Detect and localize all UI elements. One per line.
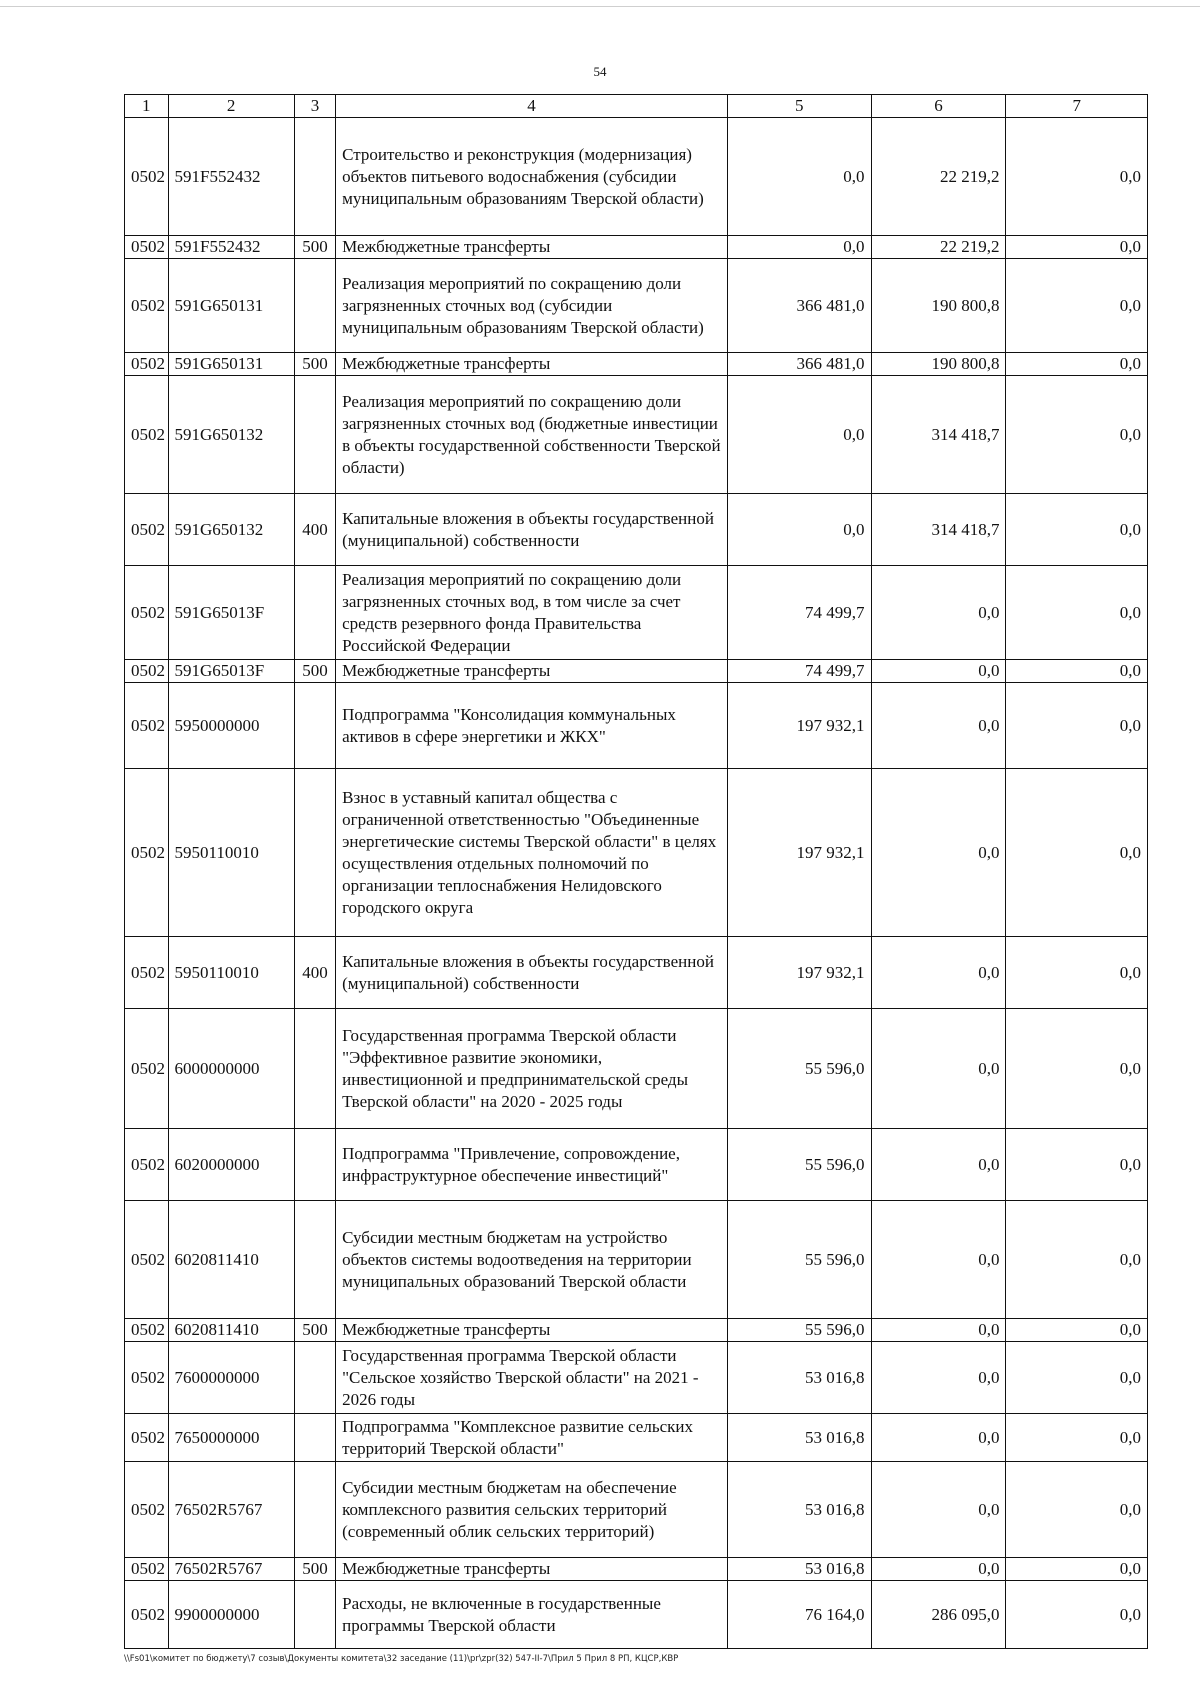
item-description: Государственная программа Тверской области "Сельское хозяйство Тверской области" на 2021 - 2026 годы xyxy=(336,1342,728,1414)
amount-col7: 0,0 xyxy=(1006,566,1148,660)
section-code: 0502 xyxy=(125,1462,169,1558)
header-row xyxy=(125,95,1148,118)
amount-col5: 53 016,8 xyxy=(727,1414,871,1462)
amount-col6: 286 095,0 xyxy=(871,1581,1006,1649)
amount-col7: 0,0 xyxy=(1006,376,1148,494)
amount-col7: 0,0 xyxy=(1006,1558,1148,1581)
expense-type-code xyxy=(294,683,335,769)
item-description: Реализация мероприятий по сокращению доли загрязненных сточных вод (субсидии муниципальным образованиям Тверской области) xyxy=(336,259,728,353)
expense-type-code xyxy=(294,1342,335,1414)
table-row xyxy=(125,1009,1148,1129)
expense-type-code: 500 xyxy=(294,1319,335,1342)
expense-type-code xyxy=(294,1462,335,1558)
table-row xyxy=(125,937,1148,1009)
expense-type-code: 500 xyxy=(294,353,335,376)
section-code: 0502 xyxy=(125,1201,169,1319)
amount-col5: 74 499,7 xyxy=(727,660,871,683)
item-description: Субсидии местным бюджетам на обеспечение комплексного развития сельских территорий (современный облик сельских территорий) xyxy=(336,1462,728,1558)
column-header: 6 xyxy=(871,95,1006,118)
amount-col7: 0,0 xyxy=(1006,236,1148,259)
expense-type-code xyxy=(294,1009,335,1129)
target-article-code: 7650000000 xyxy=(168,1414,294,1462)
section-code: 0502 xyxy=(125,1581,169,1649)
item-description: Подпрограмма "Консолидация коммунальных активов в сфере энергетики и ЖКХ" xyxy=(336,683,728,769)
table-row xyxy=(125,1342,1148,1414)
expense-type-code: 400 xyxy=(294,937,335,1009)
target-article-code: 5950000000 xyxy=(168,683,294,769)
table-row xyxy=(125,1558,1148,1581)
section-code: 0502 xyxy=(125,494,169,566)
target-article-code: 591G650131 xyxy=(168,353,294,376)
amount-col6: 190 800,8 xyxy=(871,353,1006,376)
target-article-code: 591G650131 xyxy=(168,259,294,353)
table-row xyxy=(125,1414,1148,1462)
expense-type-code: 500 xyxy=(294,1558,335,1581)
amount-col5: 74 499,7 xyxy=(727,566,871,660)
column-header: 1 xyxy=(125,95,169,118)
target-article-code: 5950110010 xyxy=(168,769,294,937)
amount-col7: 0,0 xyxy=(1006,1009,1148,1129)
target-article-code: 76502R5767 xyxy=(168,1558,294,1581)
amount-col5: 55 596,0 xyxy=(727,1129,871,1201)
target-article-code: 76502R5767 xyxy=(168,1462,294,1558)
table-row xyxy=(125,1462,1148,1558)
table-row xyxy=(125,259,1148,353)
column-header: 5 xyxy=(727,95,871,118)
expense-type-code xyxy=(294,376,335,494)
amount-col6: 0,0 xyxy=(871,1129,1006,1201)
budget-table xyxy=(124,94,1148,1649)
target-article-code: 591F552432 xyxy=(168,236,294,259)
amount-col6: 0,0 xyxy=(871,1414,1006,1462)
footer-file-path: \\Fs01\комитет по бюджету\7 созыв\Документы комитета\32 заседание (11)\pr\zpr(32) 547-II-7\Прил 5 Прил 8 РП, КЦСР,КВР xyxy=(124,1654,679,1664)
column-header: 7 xyxy=(1006,95,1148,118)
expense-type-code xyxy=(294,1201,335,1319)
table-row xyxy=(125,660,1148,683)
target-article-code: 591G65013F xyxy=(168,566,294,660)
section-code: 0502 xyxy=(125,769,169,937)
amount-col7: 0,0 xyxy=(1006,353,1148,376)
amount-col7: 0,0 xyxy=(1006,118,1148,236)
expense-type-code: 500 xyxy=(294,660,335,683)
amount-col5: 0,0 xyxy=(727,236,871,259)
amount-col6: 190 800,8 xyxy=(871,259,1006,353)
table-row xyxy=(125,769,1148,937)
amount-col5: 53 016,8 xyxy=(727,1462,871,1558)
item-description: Капитальные вложения в объекты государственной (муниципальной) собственности xyxy=(336,494,728,566)
expense-type-code: 400 xyxy=(294,494,335,566)
table-row xyxy=(125,1319,1148,1342)
amount-col6: 0,0 xyxy=(871,1462,1006,1558)
section-code: 0502 xyxy=(125,937,169,1009)
scan-edge-line xyxy=(0,6,1200,7)
item-description: Субсидии местным бюджетам на устройство объектов системы водоотведения на территории муниципальных образований Тверской области xyxy=(336,1201,728,1319)
item-description: Межбюджетные трансферты xyxy=(336,353,728,376)
item-description: Взнос в уставный капитал общества с ограниченной ответственностью "Объединенные энергетические системы Тверской области" в целях осуществления отдельных полномочий по организации теплоснабжения Нелидовского городского округа xyxy=(336,769,728,937)
amount-col7: 0,0 xyxy=(1006,1581,1148,1649)
item-description: Строительство и реконструкция (модернизация) объектов питьевого водоснабжения (субсидии муниципальным образованиям Тверской области) xyxy=(336,118,728,236)
amount-col7: 0,0 xyxy=(1006,1129,1148,1201)
item-description: Государственная программа Тверской области "Эффективное развитие экономики, инвестиционной и предпринимательской среды Тверской области" на 2020 - 2025 годы xyxy=(336,1009,728,1129)
target-article-code: 9900000000 xyxy=(168,1581,294,1649)
amount-col5: 53 016,8 xyxy=(727,1342,871,1414)
item-description: Межбюджетные трансферты xyxy=(336,1558,728,1581)
amount-col7: 0,0 xyxy=(1006,1201,1148,1319)
amount-col6: 314 418,7 xyxy=(871,376,1006,494)
amount-col6: 314 418,7 xyxy=(871,494,1006,566)
expense-type-code xyxy=(294,118,335,236)
item-description: Межбюджетные трансферты xyxy=(336,1319,728,1342)
amount-col7: 0,0 xyxy=(1006,1414,1148,1462)
table-row xyxy=(125,376,1148,494)
table-row xyxy=(125,683,1148,769)
section-code: 0502 xyxy=(125,353,169,376)
amount-col6: 22 219,2 xyxy=(871,118,1006,236)
item-description: Капитальные вложения в объекты государственной (муниципальной) собственности xyxy=(336,937,728,1009)
table-row xyxy=(125,494,1148,566)
section-code: 0502 xyxy=(125,1129,169,1201)
amount-col7: 0,0 xyxy=(1006,1342,1148,1414)
table-row xyxy=(125,1129,1148,1201)
amount-col5: 55 596,0 xyxy=(727,1201,871,1319)
amount-col6: 0,0 xyxy=(871,769,1006,937)
expense-type-code xyxy=(294,1414,335,1462)
table-row xyxy=(125,236,1148,259)
table-row xyxy=(125,1201,1148,1319)
section-code: 0502 xyxy=(125,259,169,353)
table-row xyxy=(125,566,1148,660)
section-code: 0502 xyxy=(125,236,169,259)
expense-type-code xyxy=(294,259,335,353)
amount-col5: 55 596,0 xyxy=(727,1009,871,1129)
section-code: 0502 xyxy=(125,566,169,660)
amount-col7: 0,0 xyxy=(1006,259,1148,353)
expense-type-code xyxy=(294,1129,335,1201)
target-article-code: 5950110010 xyxy=(168,937,294,1009)
amount-col6: 0,0 xyxy=(871,937,1006,1009)
amount-col5: 366 481,0 xyxy=(727,353,871,376)
section-code: 0502 xyxy=(125,1414,169,1462)
target-article-code: 6020811410 xyxy=(168,1201,294,1319)
expense-type-code xyxy=(294,566,335,660)
amount-col6: 0,0 xyxy=(871,1342,1006,1414)
column-header: 4 xyxy=(336,95,728,118)
amount-col5: 0,0 xyxy=(727,118,871,236)
item-description: Расходы, не включенные в государственные программы Тверской области xyxy=(336,1581,728,1649)
section-code: 0502 xyxy=(125,660,169,683)
amount-col6: 22 219,2 xyxy=(871,236,1006,259)
amount-col5: 0,0 xyxy=(727,494,871,566)
page-number: 54 xyxy=(593,64,607,79)
target-article-code: 6020000000 xyxy=(168,1129,294,1201)
section-code: 0502 xyxy=(125,1009,169,1129)
target-article-code: 6000000000 xyxy=(168,1009,294,1129)
target-article-code: 7600000000 xyxy=(168,1342,294,1414)
amount-col6: 0,0 xyxy=(871,1009,1006,1129)
table-row xyxy=(125,1581,1148,1649)
item-description: Межбюджетные трансферты xyxy=(336,236,728,259)
expense-type-code xyxy=(294,769,335,937)
amount-col5: 366 481,0 xyxy=(727,259,871,353)
expense-type-code xyxy=(294,1581,335,1649)
amount-col7: 0,0 xyxy=(1006,769,1148,937)
amount-col5: 76 164,0 xyxy=(727,1581,871,1649)
amount-col6: 0,0 xyxy=(871,683,1006,769)
amount-col7: 0,0 xyxy=(1006,1462,1148,1558)
amount-col5: 197 932,1 xyxy=(727,937,871,1009)
amount-col5: 55 596,0 xyxy=(727,1319,871,1342)
target-article-code: 591G65013F xyxy=(168,660,294,683)
amount-col6: 0,0 xyxy=(871,1558,1006,1581)
amount-col5: 197 932,1 xyxy=(727,683,871,769)
table-row xyxy=(125,353,1148,376)
column-header: 2 xyxy=(168,95,294,118)
amount-col7: 0,0 xyxy=(1006,1319,1148,1342)
section-code: 0502 xyxy=(125,376,169,494)
section-code: 0502 xyxy=(125,683,169,769)
amount-col6: 0,0 xyxy=(871,1319,1006,1342)
amount-col5: 0,0 xyxy=(727,376,871,494)
item-description: Подпрограмма "Комплексное развитие сельских территорий Тверской области" xyxy=(336,1414,728,1462)
table-row xyxy=(125,118,1148,236)
section-code: 0502 xyxy=(125,1342,169,1414)
amount-col6: 0,0 xyxy=(871,1201,1006,1319)
target-article-code: 591F552432 xyxy=(168,118,294,236)
item-description: Реализация мероприятий по сокращению доли загрязненных сточных вод (бюджетные инвестиции в объекты государственной собственности Тверской области) xyxy=(336,376,728,494)
section-code: 0502 xyxy=(125,1319,169,1342)
item-description: Подпрограмма "Привлечение, сопровождение, инфраструктурное обеспечение инвестиций" xyxy=(336,1129,728,1201)
target-article-code: 591G650132 xyxy=(168,494,294,566)
section-code: 0502 xyxy=(125,1558,169,1581)
amount-col6: 0,0 xyxy=(871,566,1006,660)
amount-col7: 0,0 xyxy=(1006,683,1148,769)
expense-type-code: 500 xyxy=(294,236,335,259)
item-description: Межбюджетные трансферты xyxy=(336,660,728,683)
amount-col7: 0,0 xyxy=(1006,660,1148,683)
amount-col5: 53 016,8 xyxy=(727,1558,871,1581)
amount-col7: 0,0 xyxy=(1006,494,1148,566)
target-article-code: 6020811410 xyxy=(168,1319,294,1342)
amount-col7: 0,0 xyxy=(1006,937,1148,1009)
section-code: 0502 xyxy=(125,118,169,236)
amount-col6: 0,0 xyxy=(871,660,1006,683)
target-article-code: 591G650132 xyxy=(168,376,294,494)
amount-col5: 197 932,1 xyxy=(727,769,871,937)
item-description: Реализация мероприятий по сокращению доли загрязненных сточных вод, в том числе за счет средств резервного фонда Правительства Российской Федерации xyxy=(336,566,728,660)
column-header: 3 xyxy=(294,95,335,118)
